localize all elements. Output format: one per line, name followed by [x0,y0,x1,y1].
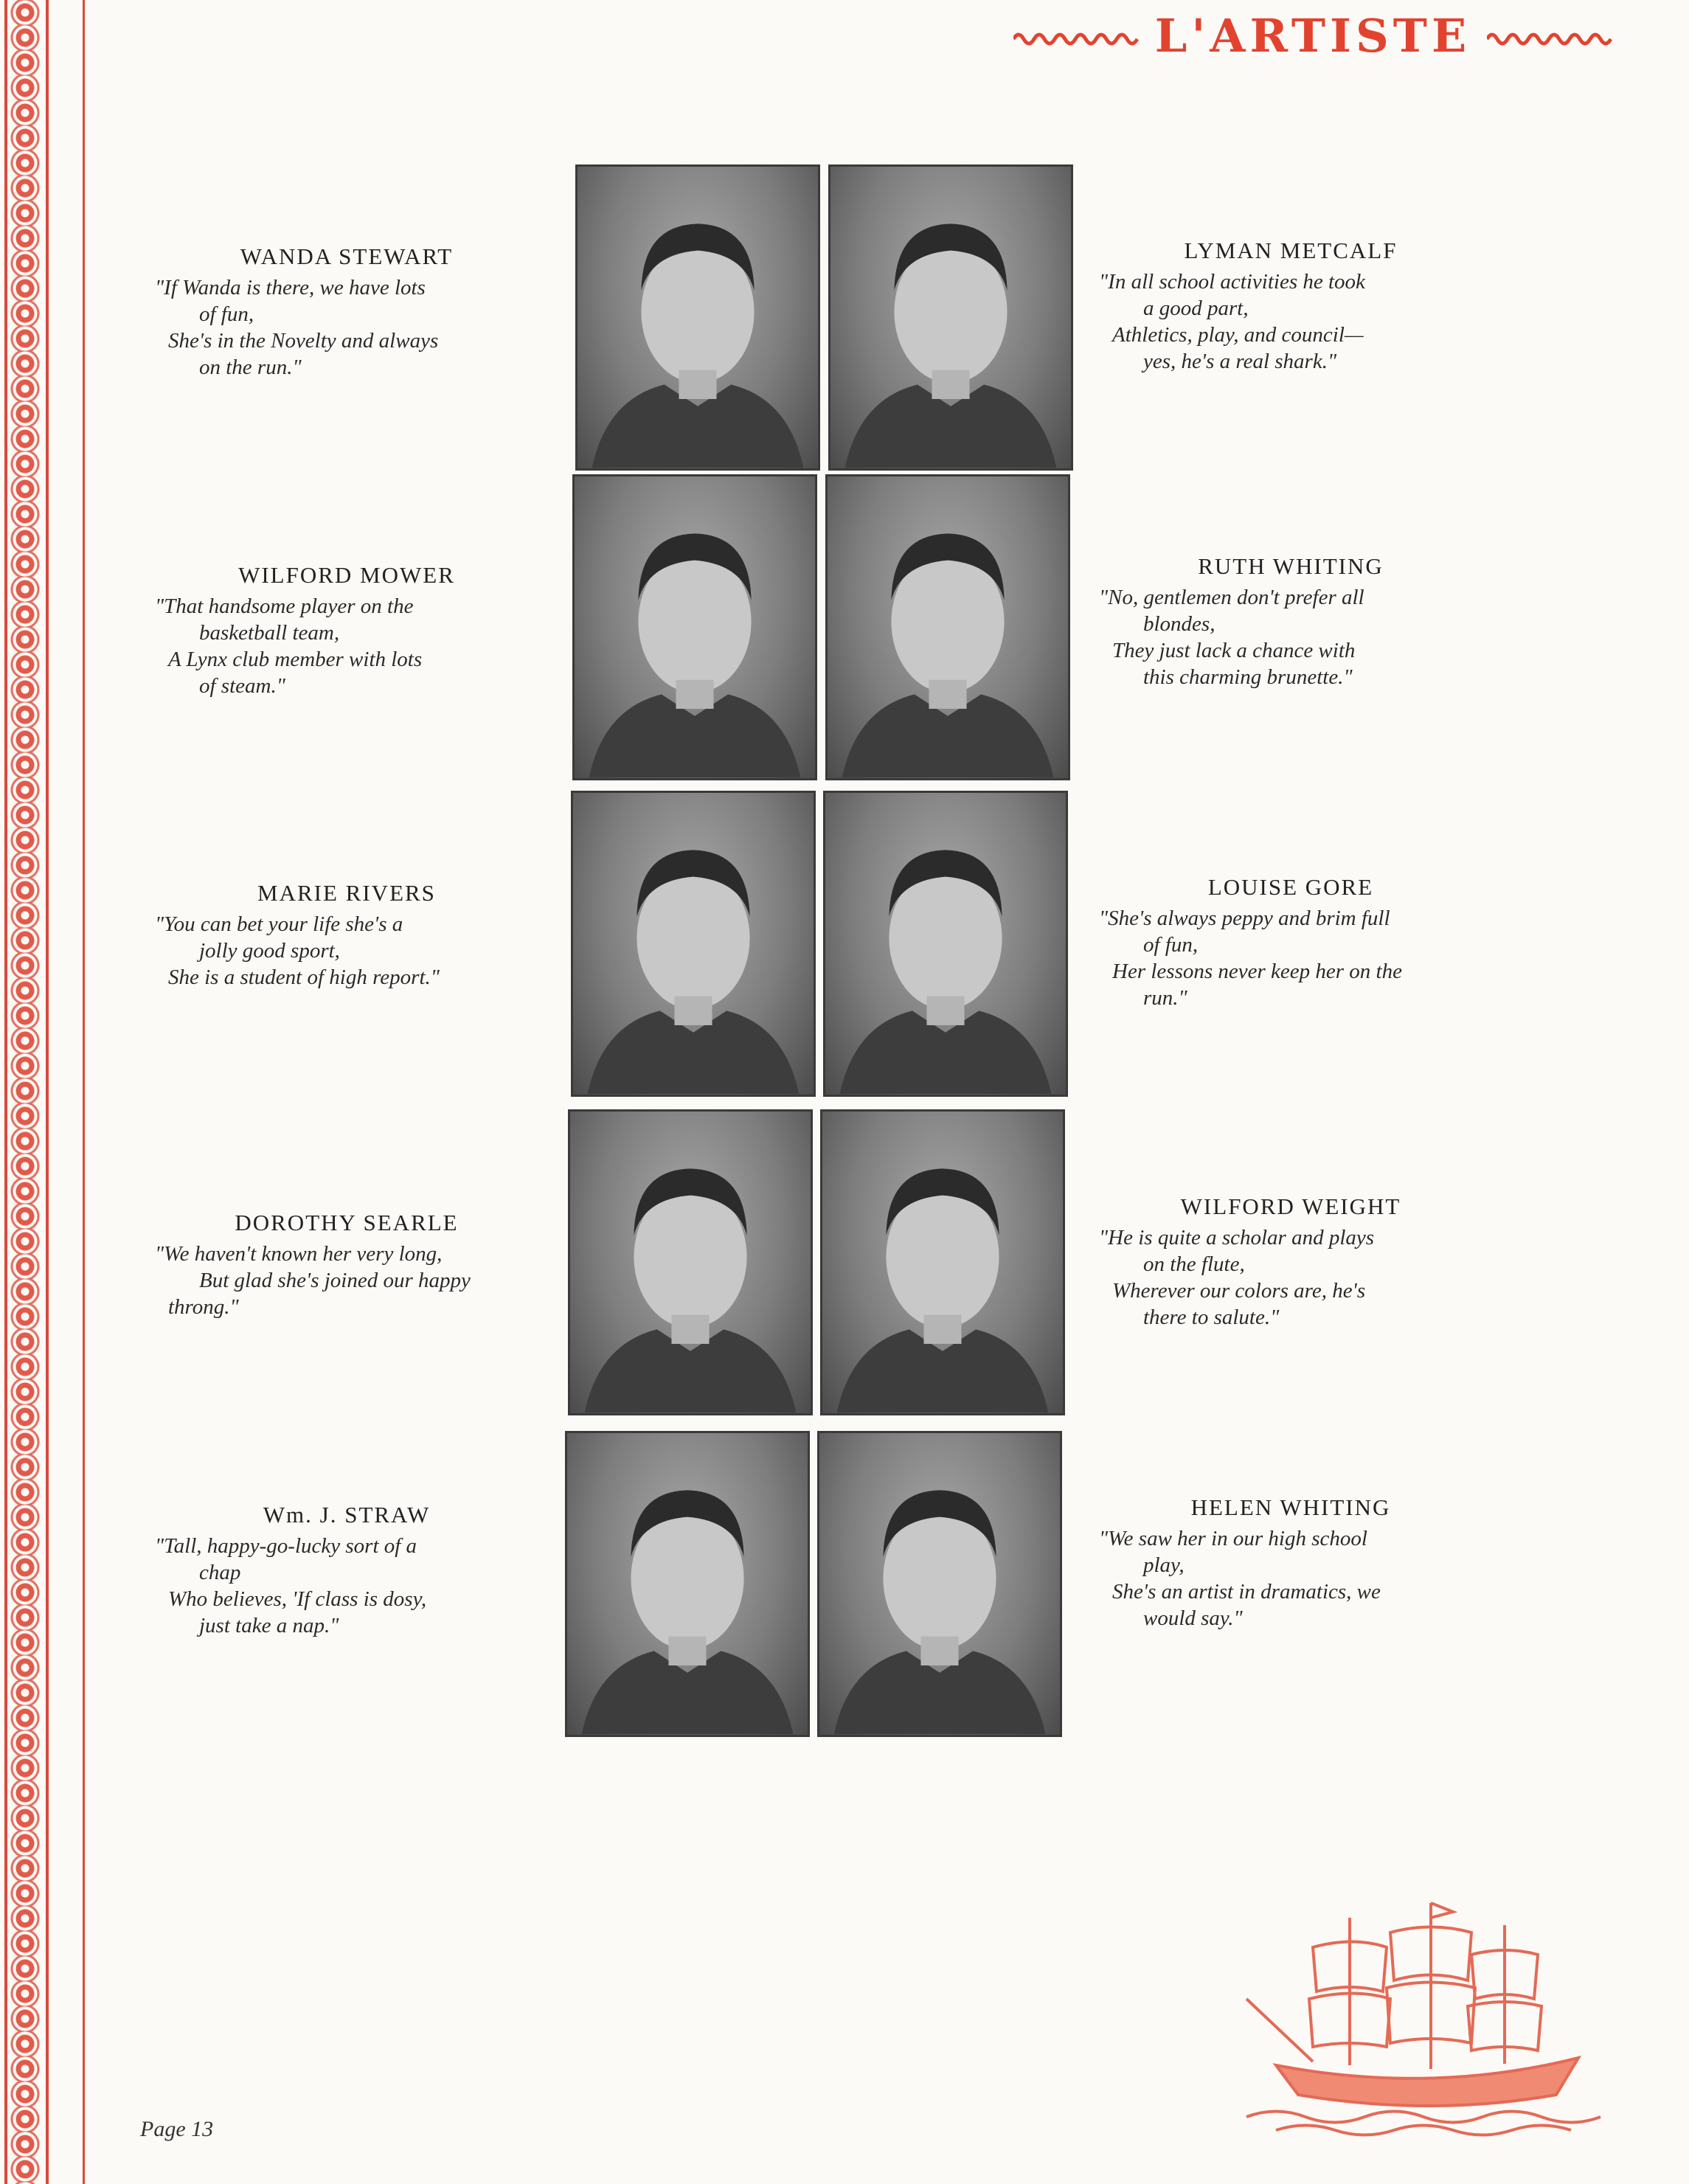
student-entry [155,243,538,381]
quote-line: chap [199,1561,241,1584]
quote-line: Athletics, play, and council— [1112,323,1364,347]
border-line-inset [83,0,85,2184]
photo-helen-whiting [817,1431,1062,1737]
photo-wm-j-straw [565,1431,810,1737]
quote-line: "She's always peppy and brim full [1099,906,1390,930]
quote-line: play, [1143,1553,1185,1577]
quote-line: of steam." [199,674,285,698]
quote-line: She is a student of high report." [168,966,440,989]
photo-wilford-mower [572,474,817,780]
photo-dorothy-searle [568,1109,813,1415]
quote-line: She's an artist in dramatics, we [1112,1580,1381,1604]
quote-line: "You can bet your life she's a [155,912,403,936]
border-line-outer [4,0,7,2184]
quote-line: of fun, [1143,933,1199,957]
quote-line: on the run." [199,356,302,379]
student-entry [1099,1193,1482,1331]
photo-marie-rivers [571,791,816,1097]
student-name: MARIE RIVERS [257,880,436,906]
photo-ruth-whiting [825,474,1070,780]
quote-line: Who believes, 'If class is dosy, [168,1587,427,1611]
student-entry [155,880,538,991]
wave-ornament-right-icon [1487,24,1612,46]
sailing-ship-icon [1232,1896,1630,2139]
quote-line: Her lessons never keep her on the [1112,960,1402,983]
student-quote [155,1241,538,1320]
student-name: DOROTHY SEARLE [235,1210,459,1235]
border-line-inner [46,0,49,2184]
student-name: WANDA STEWART [240,243,454,269]
quote-line: But glad she's joined our happy [199,1269,471,1292]
student-quote [1099,1224,1482,1331]
quote-line: would say." [1143,1606,1243,1630]
student-name: RUTH WHITING [1198,553,1384,579]
quote-line: throng." [168,1295,239,1319]
student-entry [1099,874,1482,1011]
quote-line: jolly good sport, [199,939,340,963]
quote-line: "If Wanda is there, we have lots [155,276,426,299]
student-name: LYMAN METCALF [1184,238,1398,263]
student-quote [1099,584,1482,690]
student-name: Wm. J. STRAW [263,1502,431,1528]
quote-line: They just lack a chance with [1112,639,1356,662]
quote-line: basketball team, [199,621,340,645]
quote-line: "We haven't known her very long, [155,1242,443,1266]
student-quote [155,593,538,699]
page-number: Page 13 [140,2117,214,2141]
decorative-border-pattern [10,0,40,2184]
student-name: LOUISE GORE [1207,874,1374,900]
quote-line: there to salute." [1143,1306,1280,1329]
photo-wanda-stewart [575,164,820,471]
quote-line: of fun, [199,302,254,326]
student-name: HELEN WHITING [1190,1494,1391,1520]
quote-line: blondes, [1143,612,1215,636]
quote-line: "He is quite a scholar and plays [1099,1226,1375,1249]
student-quote [155,1533,538,1639]
quote-line: Wherever our colors are, he's [1112,1279,1366,1303]
quote-line: She's in the Novelty and always [168,329,439,353]
student-entry [155,1502,538,1639]
student-entry [1099,1494,1482,1632]
quote-line: just take a nap." [199,1614,339,1637]
student-entry [1099,553,1482,690]
photo-lyman-metcalf [828,164,1073,471]
quote-line: A Lynx club member with lots [168,648,423,671]
quote-line: run." [1143,986,1187,1010]
student-quote [155,911,538,991]
quote-line: this charming brunette." [1143,665,1353,689]
wave-ornament-left-icon [1013,24,1139,46]
page-header [992,6,1634,65]
student-quote [155,274,538,381]
page-title: L'ARTISTE [1154,8,1471,63]
student-name: WILFORD MOWER [238,562,455,588]
student-quote [1099,268,1482,375]
quote-line: yes, he's a real shark." [1143,350,1337,373]
quote-line: "We saw her in our high school [1099,1527,1367,1550]
student-entry [1099,238,1482,375]
quote-line: a good part, [1143,297,1249,320]
photo-wilford-weight [820,1109,1065,1415]
student-quote [1099,905,1482,1011]
student-name: WILFORD WEIGHT [1180,1193,1401,1219]
quote-line: on the flute, [1143,1252,1245,1276]
student-entry [155,562,538,699]
quote-line: "In all school activities he took [1099,270,1365,294]
photo-louise-gore [823,791,1068,1097]
student-entry [155,1210,538,1320]
quote-line: "No, gentlemen don't prefer all [1099,586,1364,609]
quote-line: "Tall, happy-go-lucky sort of a [155,1534,417,1558]
quote-line: "That handsome player on the [155,594,414,618]
student-quote [1099,1525,1482,1632]
